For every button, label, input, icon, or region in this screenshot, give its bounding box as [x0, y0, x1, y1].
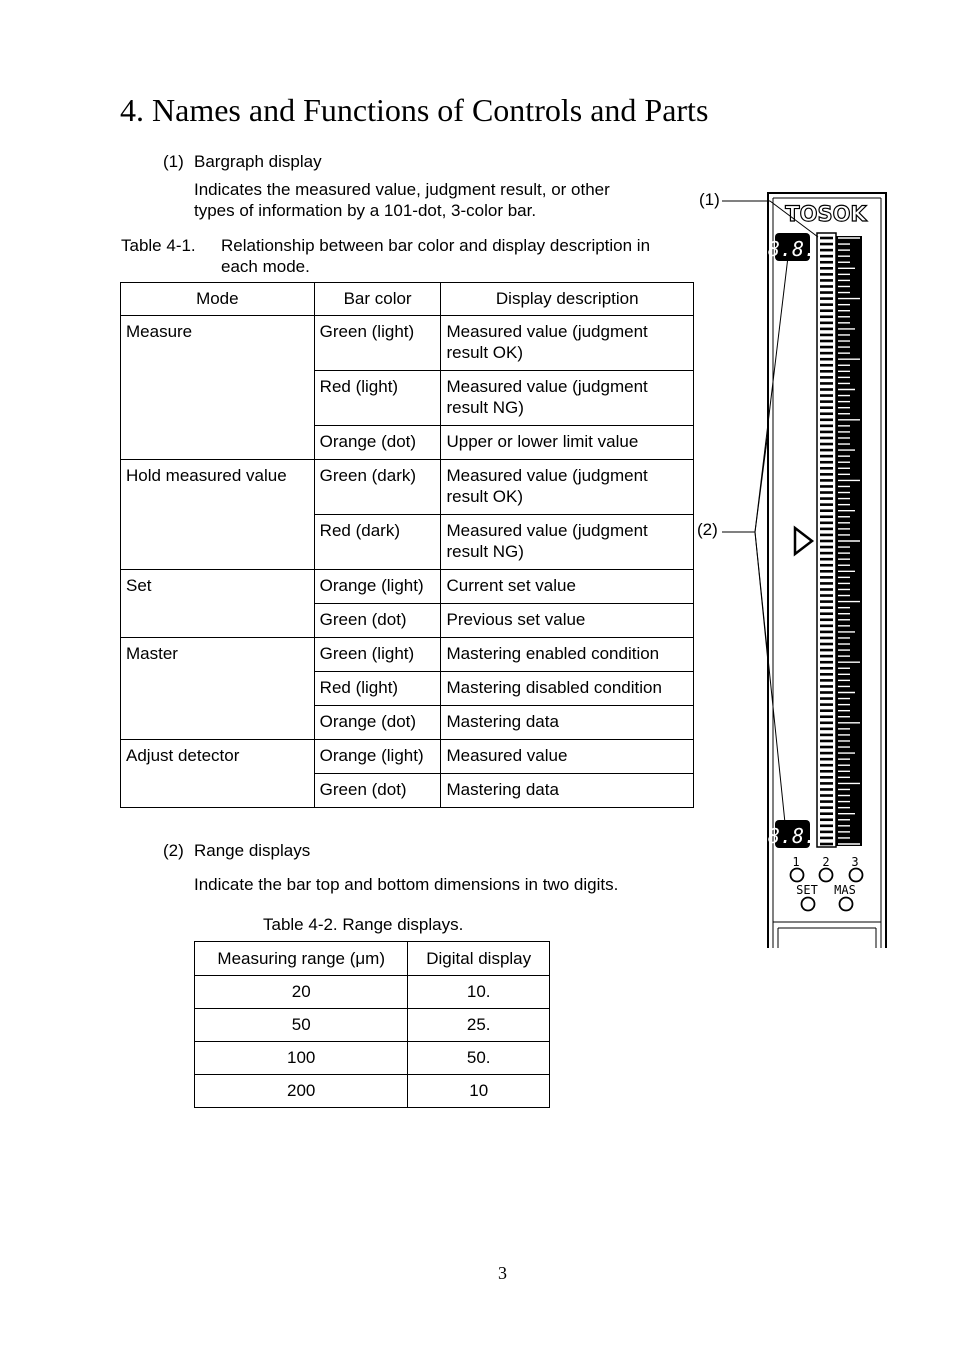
mas-label: MAS [834, 883, 856, 897]
bar-dot [820, 382, 833, 385]
page-number: 3 [498, 1263, 507, 1283]
bar-dot [820, 558, 833, 561]
description-cell: Measured value (judgment result NG) [441, 371, 694, 426]
bar-dot [820, 273, 833, 276]
bar-dot [820, 625, 833, 628]
bar-dot [820, 752, 833, 755]
range-cell: 50 [195, 1009, 408, 1042]
bar-dot [820, 655, 833, 658]
table-row [195, 1075, 550, 1108]
bar-dot [820, 722, 833, 725]
bar-dot [820, 315, 833, 318]
bar-dot [820, 818, 833, 821]
bar-dot [820, 322, 833, 325]
bar-dot [820, 291, 833, 294]
bar-dot [820, 800, 833, 803]
bar-dot [820, 576, 833, 579]
description-cell: Mastering enabled condition [441, 638, 694, 672]
section2-heading: Range displays [194, 841, 311, 860]
bar-dot [820, 364, 833, 367]
section1-number: (1) [163, 152, 184, 171]
range-cell: 100 [195, 1042, 408, 1075]
bar-dot [820, 473, 833, 476]
bar-color-cell: Green (dot) [314, 774, 441, 808]
header-measuring-range: Measuring range (μm) [195, 942, 408, 976]
button-2[interactable] [820, 869, 833, 882]
bar-dot [820, 491, 833, 494]
bar-dot [820, 582, 833, 585]
bar-dot [820, 449, 833, 452]
bar-color-cell: Red (light) [314, 371, 441, 426]
bar-dot [820, 679, 833, 682]
bar-dot [820, 667, 833, 670]
section1-text-line1: Indicates the measured value, judgment result, or other [194, 180, 610, 199]
bar-dot [820, 485, 833, 488]
bar-dot [820, 734, 833, 737]
bar-color-cell: Orange (light) [314, 740, 441, 774]
bar-dot [820, 267, 833, 270]
bar-dot [820, 388, 833, 391]
section2-number: (2) [163, 841, 184, 860]
header-display-description: Display description [441, 283, 694, 316]
bar-dot [820, 673, 833, 676]
bar-dot [820, 370, 833, 373]
bar-dot [820, 412, 833, 415]
bar-dot [820, 419, 833, 422]
table2-caption: Table 4-2. Range displays. [263, 915, 464, 934]
center-marker-icon [795, 528, 812, 554]
mode-cell: Adjust detector [121, 740, 315, 808]
bar-dot [820, 649, 833, 652]
table1-caption-line1: Relationship between bar color and display description in [221, 236, 651, 255]
table-row [195, 976, 550, 1009]
bar-dot [820, 334, 833, 337]
bar-dot [820, 606, 833, 609]
range-display-table [194, 941, 550, 1108]
bar-dot [820, 843, 833, 846]
button-2-label: 2 [822, 855, 830, 869]
button-1[interactable] [791, 869, 804, 882]
bar-dot [820, 400, 833, 403]
bar-dot [820, 612, 833, 615]
callout-2: (2) [697, 520, 718, 539]
bar-dot [820, 297, 833, 300]
page-title: 4. Names and Functions of Controls and Parts [120, 92, 709, 128]
table-row [121, 316, 694, 371]
bar-dot [820, 740, 833, 743]
bar-dot [820, 825, 833, 828]
header-mode: Mode [121, 283, 315, 316]
bar-dot [820, 758, 833, 761]
bar-dot [820, 279, 833, 282]
bar-dot [820, 685, 833, 688]
bar-dot [820, 691, 833, 694]
bar-dot [820, 249, 833, 252]
table1-caption-line2: each mode. [221, 257, 310, 276]
bargraph-dots [820, 237, 833, 846]
mode-cell: Measure [121, 316, 315, 460]
bar-color-cell: Green (light) [314, 638, 441, 672]
bar-dot [820, 425, 833, 428]
bar-color-cell: Orange (light) [314, 570, 441, 604]
bar-dot [820, 618, 833, 621]
bar-dot [820, 261, 833, 264]
bar-dot [820, 509, 833, 512]
bar-dot [820, 770, 833, 773]
bar-dot [820, 328, 833, 331]
top-range-digits: 8.8. [767, 237, 817, 261]
bar-dot [820, 340, 833, 343]
bar-dot [820, 661, 833, 664]
mode-cell: Set [121, 570, 315, 638]
section1-text-line2: types of information by a 101-dot, 3-color bar. [194, 201, 537, 220]
bar-dot [820, 431, 833, 434]
range-cell: 200 [195, 1075, 408, 1108]
button-3-label: 3 [851, 855, 859, 869]
bar-dot [820, 406, 833, 409]
bar-dot [820, 564, 833, 567]
description-cell: Current set value [441, 570, 694, 604]
bar-dot [820, 285, 833, 288]
description-cell: Mastering disabled condition [441, 672, 694, 706]
tosok-logo: TOSOK [785, 202, 867, 226]
section2-text: Indicate the bar top and bottom dimensions in two digits. [194, 875, 619, 894]
bar-dot [820, 588, 833, 591]
bar-dot [820, 764, 833, 767]
bar-dot [820, 352, 833, 355]
bar-dot [820, 637, 833, 640]
bar-dot [820, 503, 833, 506]
header-bar-color: Bar color [314, 283, 441, 316]
table-row [195, 1009, 550, 1042]
bar-dot [820, 528, 833, 531]
bar-dot [820, 806, 833, 809]
bar-color-cell: Green (dark) [314, 460, 441, 515]
bar-dot [820, 782, 833, 785]
description-cell: Measured value [441, 740, 694, 774]
bar-dot [820, 309, 833, 312]
bar-dot [820, 346, 833, 349]
bar-dot [820, 358, 833, 361]
set-button[interactable] [802, 898, 815, 911]
table1-caption-number: Table 4-1. [121, 236, 196, 255]
mas-button[interactable] [840, 898, 853, 911]
display-cell: 10 [408, 1075, 550, 1108]
bar-dot [820, 697, 833, 700]
bar-dot [820, 534, 833, 537]
description-cell: Measured value (judgment result NG) [441, 515, 694, 570]
bar-dot [820, 643, 833, 646]
bar-dot [820, 515, 833, 518]
callout-leader-lines [722, 201, 818, 823]
bar-dot [820, 631, 833, 634]
bar-dot [820, 303, 833, 306]
description-cell: Measured value (judgment result OK) [441, 316, 694, 371]
bar-dot [820, 594, 833, 597]
display-cell: 10. [408, 976, 550, 1009]
bar-dot [820, 794, 833, 797]
bar-dot [820, 715, 833, 718]
table-header-row [195, 942, 550, 976]
range-cell: 20 [195, 976, 408, 1009]
bar-dot [820, 600, 833, 603]
bar-dot [820, 394, 833, 397]
header-digital-display: Digital display [408, 942, 550, 976]
bar-dot [820, 837, 833, 840]
table-header-row [121, 283, 694, 316]
bar-dot [820, 443, 833, 446]
display-cell: 50. [408, 1042, 550, 1075]
bar-dot [820, 467, 833, 470]
bar-color-cell: Green (dot) [314, 604, 441, 638]
bar-dot [820, 812, 833, 815]
display-cell: 25. [408, 1009, 550, 1042]
bar-dot [820, 255, 833, 258]
bar-dot [820, 237, 833, 240]
button-1-label: 1 [792, 855, 800, 869]
set-label: SET [796, 883, 818, 897]
bar-color-table [120, 282, 694, 808]
table-row [121, 638, 694, 672]
button-3[interactable] [850, 869, 863, 882]
bar-dot [820, 461, 833, 464]
description-cell: Previous set value [441, 604, 694, 638]
bar-dot [820, 455, 833, 458]
table-row [121, 740, 694, 774]
mode-cell: Hold measured value [121, 460, 315, 570]
bar-dot [820, 831, 833, 834]
description-cell: Mastering data [441, 706, 694, 740]
bar-dot [820, 479, 833, 482]
bar-color-cell: Red (dark) [314, 515, 441, 570]
bar-dot [820, 522, 833, 525]
table-row [121, 460, 694, 515]
bar-dot [820, 546, 833, 549]
table-row [121, 570, 694, 604]
description-cell: Mastering data [441, 774, 694, 808]
mode-cell: Master [121, 638, 315, 740]
bar-color-cell: Orange (dot) [314, 706, 441, 740]
section1-heading: Bargraph display [194, 152, 322, 171]
bar-dot [820, 437, 833, 440]
bar-dot [820, 776, 833, 779]
description-cell: Measured value (judgment result OK) [441, 460, 694, 515]
bar-dot [820, 243, 833, 246]
bar-color-cell: Orange (dot) [314, 426, 441, 460]
bar-dot [820, 788, 833, 791]
bar-dot [820, 746, 833, 749]
bar-dot [820, 728, 833, 731]
description-cell: Upper or lower limit value [441, 426, 694, 460]
bottom-range-digits: 8.8. [767, 824, 817, 848]
bargraph-device-figure [690, 180, 900, 950]
bar-dot [820, 709, 833, 712]
bar-dot [820, 497, 833, 500]
bar-color-cell: Red (light) [314, 672, 441, 706]
bar-dot [820, 552, 833, 555]
bar-dot [820, 376, 833, 379]
bar-dot [820, 540, 833, 543]
bar-dot [820, 703, 833, 706]
bar-dot [820, 570, 833, 573]
table-row [195, 1042, 550, 1075]
bar-color-cell: Green (light) [314, 316, 441, 371]
callout-1: (1) [699, 190, 720, 209]
